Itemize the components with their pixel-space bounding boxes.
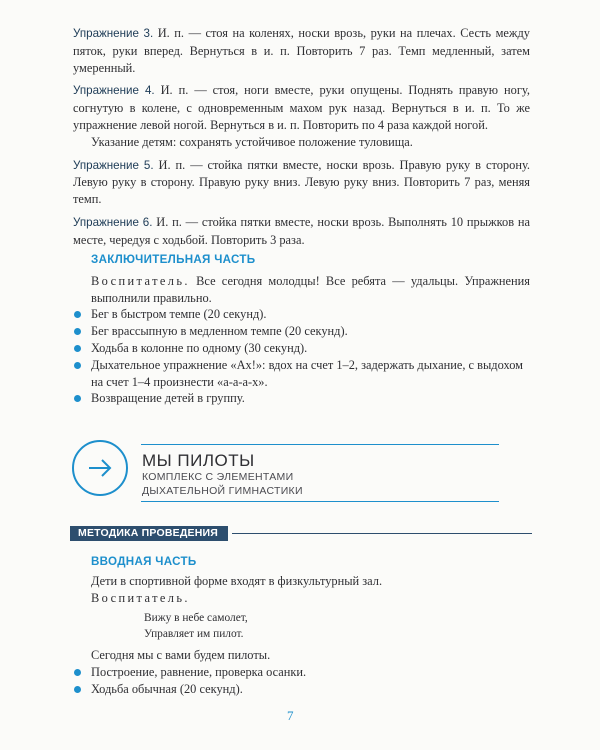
exercise-label: Упражнение (73, 215, 139, 229)
final-part-heading: ЗАКЛЮЧИТЕЛЬНАЯ ЧАСТЬ (91, 253, 256, 266)
exercise-text: И. п. — стойка пятки вместе, носки врозь. Выполнять 10 прыжков на месте, чередуя с ходьбой. Повторить 3 раза. (73, 214, 530, 247)
bullet-icon (74, 686, 81, 693)
speaker-label: Воспитатель. (91, 273, 190, 288)
poem-line: Управляет им пилот. (144, 628, 244, 640)
intro-part (73, 554, 530, 606)
exercise-5 (73, 157, 530, 208)
section-top-rule (141, 444, 499, 445)
exercise-number: 5. (143, 158, 154, 172)
exercise-label: Упражнение (73, 158, 139, 172)
list-item: Ходьба в колонне по одному (30 секунд). (73, 340, 530, 357)
section-arrow-circle (72, 440, 128, 496)
list-item: Дыхательное упражнение «Ах!»: вдох на счет 1–2, задержать дыхание, с выдохом на счет 1–4 произнести «а-а-а-х». (73, 357, 530, 391)
bullet-icon (74, 328, 81, 335)
section-bottom-rule (141, 501, 499, 502)
final-part (73, 252, 530, 407)
poem-line: Вижу в небе самолет, (144, 612, 248, 624)
intro-part-continued (73, 647, 530, 697)
list-item: Бег врассыпную в медленном темпе (20 секунд). (73, 323, 530, 340)
exercise-4-note: Указание детям: сохранять устойчивое положение туловища. (91, 134, 413, 149)
section-title: МЫ ПИЛОТЫ (142, 451, 255, 470)
bullet-icon (74, 345, 81, 352)
section-subtitle-line: ДЫХАТЕЛЬНОЙ ГИМНАСТИКИ (142, 485, 303, 497)
arrow-right-icon (74, 442, 126, 494)
intro-line: Дети в спортивной форме входят в физкультурный зал. (91, 573, 383, 588)
bullet-icon (74, 362, 81, 369)
section-subtitle-line: КОМПЛЕКС С ЭЛЕМЕНТАМИ (142, 471, 294, 483)
exercise-text: И. п. — стойка пятки вместе, носки врозь. Правую руку в сторону. Левую руку в сторону. Правую руку вниз. Левую руку вниз. Повторить 7 раз, меняя темп. (73, 157, 530, 207)
poem (144, 610, 248, 642)
exercise-6 (73, 214, 530, 249)
method-banner-rule (232, 533, 532, 534)
speaker-label: Воспитатель. (91, 590, 190, 605)
exercise-label: Упражнение (73, 84, 139, 98)
list-item: Бег в быстром темпе (20 секунд). (73, 306, 530, 323)
bullet-icon (74, 669, 81, 676)
intro-part-list (73, 664, 530, 698)
section-subtitle (142, 470, 303, 498)
intro-line: Сегодня мы с вами будем пилоты. (91, 648, 271, 662)
exercises-block (73, 25, 530, 255)
list-item: Возвращение детей в группу. (73, 390, 530, 407)
exercise-number: 3. (143, 27, 154, 40)
exercise-number: 4. (144, 84, 155, 98)
exercise-4 (73, 82, 530, 133)
final-part-list (73, 306, 530, 407)
exercise-label: Упражнение (73, 27, 139, 40)
exercise-3 (73, 25, 530, 76)
exercise-text: И. п. — стоя, ноги вместе, руки опущены. Поднять правую ногу, согнутую в колене, с одновременным махом рук назад. Вернуться в и. п. То же упражнение левой ногой. Вернуться в и. п. Повторить по 4 раза каждой ногой. (73, 83, 530, 132)
list-item: Ходьба обычная (20 секунд). (73, 681, 530, 698)
bullet-icon (74, 395, 81, 402)
intro-part-heading: ВВОДНАЯ ЧАСТЬ (91, 555, 197, 568)
final-part-speech (73, 273, 530, 307)
list-item: Построение, равнение, проверка осанки. (73, 664, 530, 681)
exercise-text: И. п. — стоя на коленях, носки врозь, руки на плечах. Сесть между пяток, руки вперед. Вернуться в и. п. Повторить 7 раз. Темп медленный, затем умеренный. (73, 26, 530, 75)
bullet-icon (74, 311, 81, 318)
exercise-number: 6. (142, 215, 153, 229)
page-number: 7 (287, 708, 294, 723)
speech-text: Все сегодня молодцы! Все ребята — удальцы. Упражнения выполнили правильно. (91, 273, 530, 305)
method-banner: МЕТОДИКА ПРОВЕДЕНИЯ (70, 526, 228, 541)
